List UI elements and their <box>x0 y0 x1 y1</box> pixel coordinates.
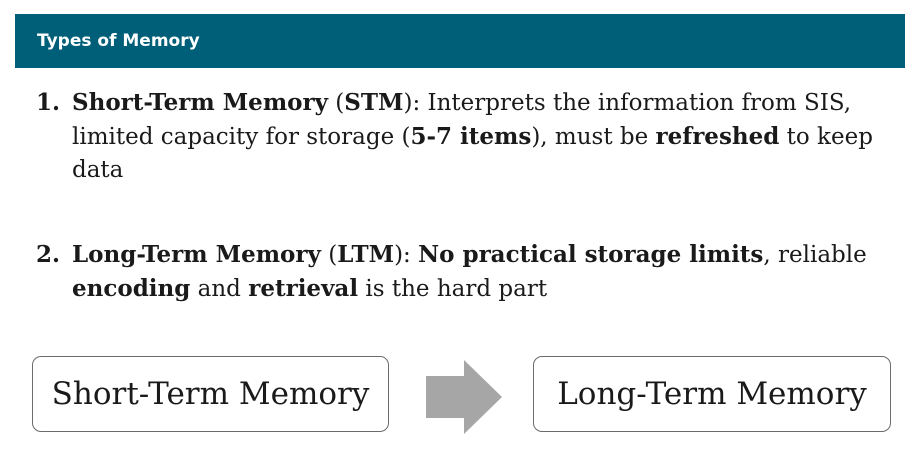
text-fragment: ): <box>394 242 419 268</box>
short-term-memory-box <box>32 356 389 432</box>
capacity: 5-7 items <box>410 123 532 150</box>
box-label: Short-Term Memory <box>51 376 370 412</box>
abbreviation: LTM <box>337 241 395 268</box>
text-fragment: and <box>190 276 249 302</box>
term: Long-Term Memory <box>72 241 321 268</box>
list-item-ltm <box>36 238 896 306</box>
arrow-shape <box>426 360 502 434</box>
box-label: Long-Term Memory <box>557 376 867 412</box>
list-number: 2. <box>36 241 61 268</box>
encoding-keyword: encoding <box>72 275 191 302</box>
text-fragment: ( <box>320 242 338 268</box>
text-fragment: ( <box>327 90 345 116</box>
right-arrow-icon <box>426 360 502 434</box>
list-item-text <box>72 86 896 187</box>
long-term-memory-box <box>533 356 891 432</box>
slide-title: Types of Memory <box>37 31 200 51</box>
header-bar <box>15 14 905 68</box>
abbreviation: STM <box>344 89 404 116</box>
text-fragment: , reliable <box>763 242 867 268</box>
text-fragment: to keep data <box>72 124 873 183</box>
list-item-text <box>72 238 896 306</box>
text-fragment: ), must be <box>531 124 656 150</box>
retrieval-keyword: retrieval <box>248 275 359 302</box>
refreshed-keyword: refreshed <box>655 123 780 150</box>
term: Short-Term Memory <box>72 89 328 116</box>
text-fragment: is the hard part <box>358 276 548 302</box>
storage-limits: No practical storage limits <box>418 241 764 268</box>
list-item-stm <box>36 86 896 187</box>
text-fragment: Interprets the information from SIS, limited capacity for storage ( <box>72 90 852 150</box>
text-fragment: ): <box>403 90 428 116</box>
list-number: 1. <box>36 89 61 116</box>
